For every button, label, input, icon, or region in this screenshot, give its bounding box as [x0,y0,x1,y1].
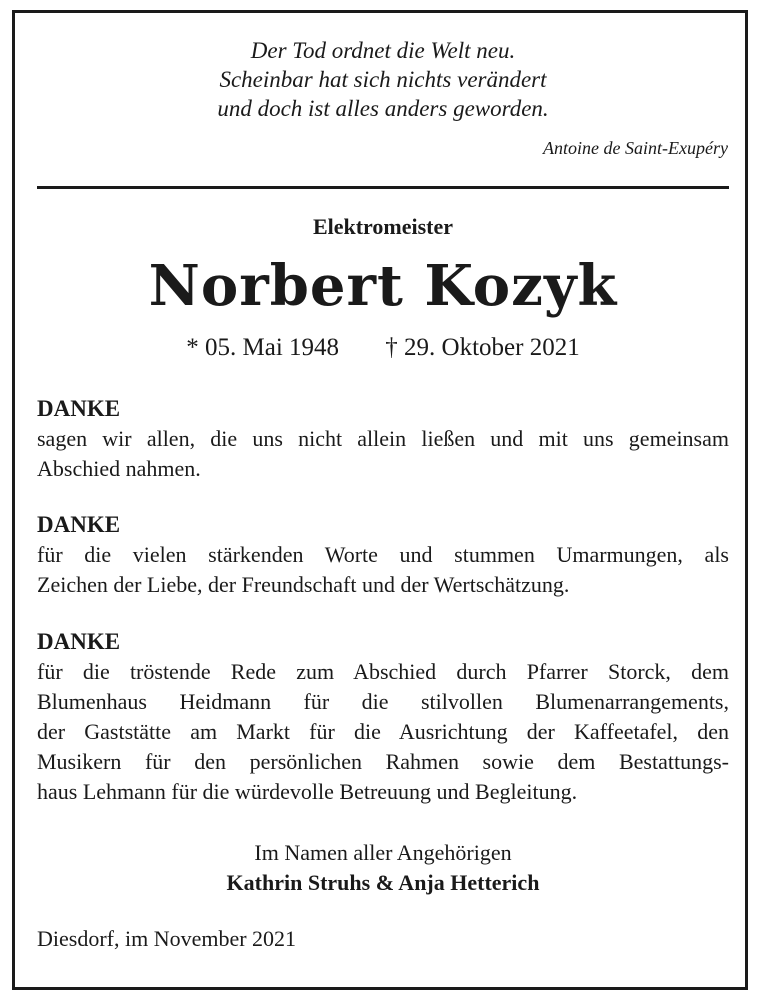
thanks-block [37,627,729,807]
quote-line: Der Tod ordnet die Welt neu. [250,38,516,63]
quote-author: Antoine de Saint-Exupéry [543,138,728,158]
thanks-line: für die tröstende Rede zum Abschied durch Pfarrer Storck, dem [37,659,729,684]
quote-line: Scheinbar hat sich nichts verändert [219,67,547,92]
quote-block [0,36,766,123]
deceased-name: Norbert Kozyk [148,253,618,319]
place-date: Diesdorf, im November 2021 [37,926,297,951]
thanks-heading: DANKE [37,396,121,421]
thanks-line: Zeichen der Liebe, der Freundschaft und der Wertschätzung. [37,572,570,597]
quote-line: und doch ist alles anders geworden. [217,96,549,121]
thanks-block [37,510,729,600]
thanks-block [37,394,729,484]
thanks-line: haus Lehmann für die würdevolle Betreuung und Begleitung. [37,779,578,804]
thanks-line: der Gaststätte am Markt für die Ausrichtung der Kaffeetafel, den [37,719,729,744]
thanks-heading: DANKE [37,629,121,654]
thanks-line: Abschied nahmen. [37,456,201,481]
divider-rule [37,186,729,189]
closing-intro: Im Namen aller Angehörigen [254,840,512,865]
birth-date: * 05. Mai 1948 [186,334,340,361]
deceased-profession: Elektromeister [312,214,454,239]
thanks-line: für die vielen stärkenden Worte und stummen Umarmungen, als [37,542,729,567]
thanks-line: sagen wir allen, die uns nicht allein ließen und mit uns gemeinsam [37,426,729,451]
thanks-heading: DANKE [37,512,121,537]
thanks-line: Blumenhaus Heidmann für die stilvollen Blumenarrangements, [37,689,729,714]
signers: Kathrin Struhs & Anja Hetterich [226,870,540,895]
thanks-line: Musikern für den persönlichen Rahmen sowie dem Bestattungs- [37,749,729,774]
closing-block [0,838,766,898]
death-date: † 29. Oktober 2021 [385,334,580,361]
life-dates [0,334,766,362]
